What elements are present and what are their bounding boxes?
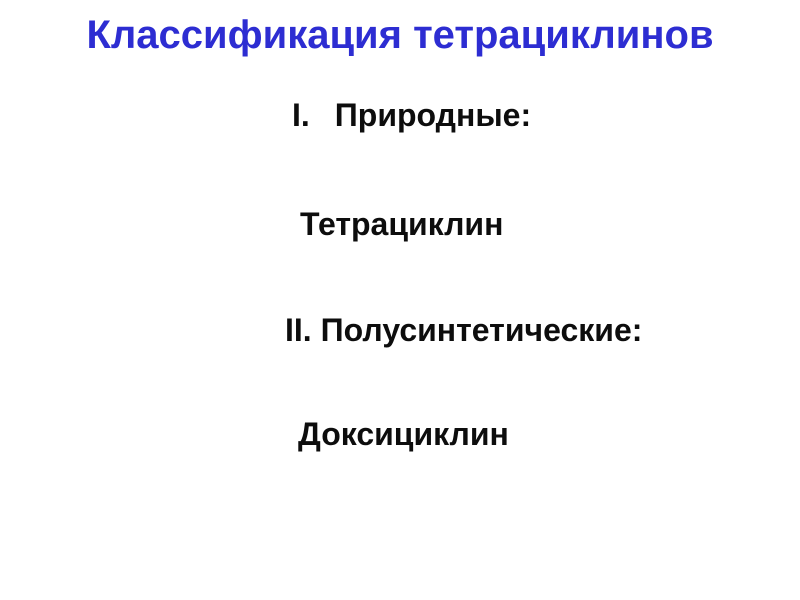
list-item-doxycycline: Доксициклин <box>298 416 509 452</box>
list-label-natural: Природные: <box>334 97 532 133</box>
list-item-natural <box>292 96 531 134</box>
list-item-semisynthetic <box>285 311 642 349</box>
list-label-semisynthetic: Полусинтетические: <box>320 312 643 348</box>
list-item-tetracycline: Тетрациклин <box>300 206 504 242</box>
slide-title: Классификация тетрациклинов <box>86 13 714 57</box>
list-marker-1: I. <box>292 97 310 133</box>
list-marker-2: II. <box>285 312 312 348</box>
